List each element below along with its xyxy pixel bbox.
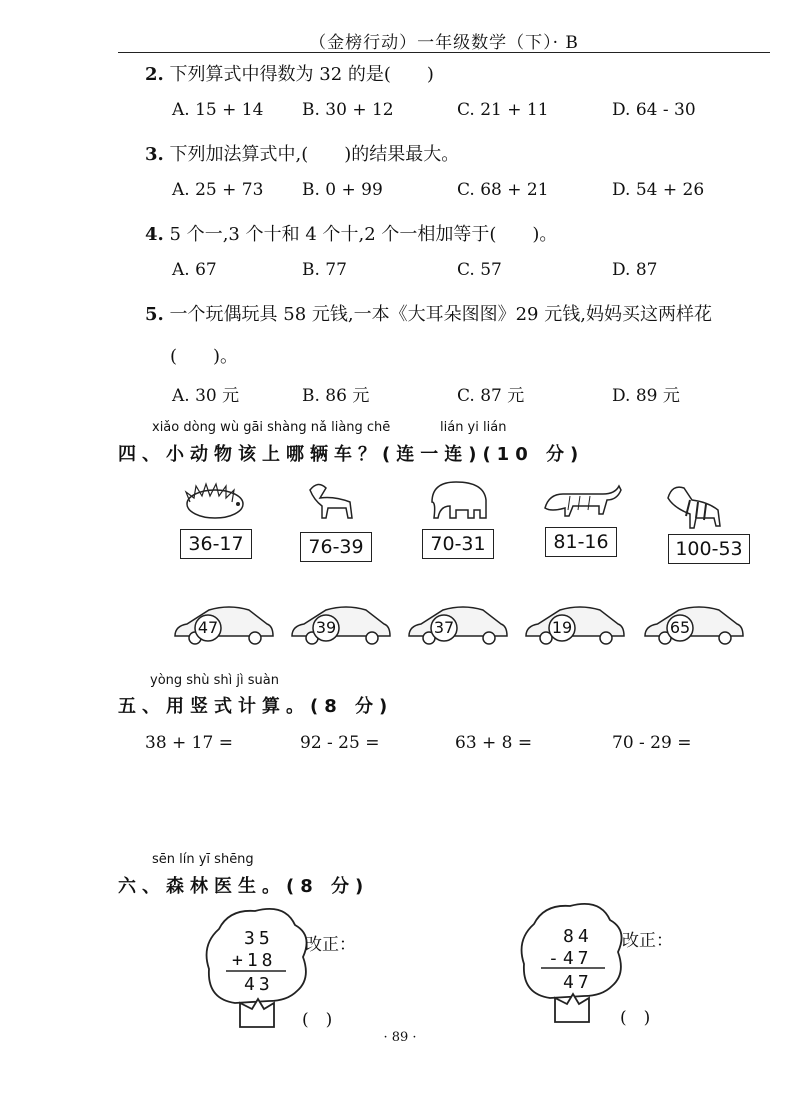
question-number: 5.	[145, 304, 164, 325]
question-number: 3.	[145, 144, 164, 165]
elephant-icon	[432, 482, 486, 518]
car-1-number[interactable]: 47	[197, 618, 219, 637]
option-a[interactable]: A. 30 元	[172, 386, 240, 406]
question-text: 下列加法算式中,( )的结果最大。	[169, 144, 460, 165]
calc-item-1: 38 + 17 =	[145, 733, 233, 753]
option-a[interactable]: A. 67	[172, 260, 217, 280]
zebra-icon	[668, 487, 720, 528]
question-5-answer-blank: ( )。	[170, 346, 239, 367]
car-1-icon	[175, 607, 273, 644]
option-c[interactable]: C. 21 + 11	[457, 100, 549, 120]
car-3-number[interactable]: 37	[433, 618, 455, 637]
tree-2-fix-label: 改正：	[622, 931, 673, 951]
option-a[interactable]: A. 25 + 73	[172, 180, 264, 200]
car-2-number[interactable]: 39	[315, 618, 337, 637]
section-4-title: 四、小动物该上哪辆车？(连一连)(10 分)	[118, 444, 585, 465]
car-4-number[interactable]: 19	[551, 618, 573, 637]
question-number: 2.	[145, 64, 164, 85]
section-5-title: 五、用竖式计算。(8 分)	[118, 696, 394, 717]
calc-item-4: 70 - 29 =	[612, 733, 692, 753]
option-c[interactable]: C. 68 + 21	[457, 180, 549, 200]
car-5-icon	[645, 607, 743, 644]
tree-1-line-1: 35	[244, 928, 274, 949]
option-c[interactable]: C. 87 元	[457, 386, 525, 406]
horse-icon	[310, 484, 352, 518]
elephant-expression[interactable]: 70-31	[422, 529, 494, 559]
question-number: 4.	[145, 224, 164, 245]
option-b[interactable]: B. 0 + 99	[302, 180, 383, 200]
tree-2-answer-blank[interactable]: ( )	[620, 1008, 651, 1028]
question-text: 一个玩偶玩具 58 元钱,一本《大耳朵图图》29 元钱,妈妈买这两样花	[169, 304, 712, 325]
option-d[interactable]: D. 87	[612, 260, 658, 280]
option-d[interactable]: D. 54 + 26	[612, 180, 705, 200]
section-6-pinyin: sēn lín yī shēng	[152, 852, 254, 867]
car-5-number[interactable]: 65	[669, 618, 691, 637]
page-number: · 89 ·	[383, 1030, 417, 1045]
section-6-title: 六、森林医生。(8 分)	[118, 876, 370, 897]
section-5-pinyin: yòng shù shì jì suàn	[150, 673, 279, 688]
option-a[interactable]: A. 15 + 14	[172, 100, 264, 120]
question-text: 5 个一,3 个十和 4 个十,2 个一相加等于( )。	[169, 224, 558, 245]
option-d[interactable]: D. 89 元	[612, 386, 680, 406]
question-4	[145, 220, 557, 246]
car-4-icon	[526, 607, 624, 644]
tree-1-fix-label: 改正：	[305, 935, 356, 955]
tree-2-line-3: 47	[563, 972, 593, 993]
calc-item-3: 63 + 8 =	[455, 733, 533, 753]
option-d[interactable]: D. 64 - 30	[612, 100, 696, 120]
car-2-icon	[292, 607, 390, 644]
tiger-icon	[545, 486, 621, 516]
option-b[interactable]: B. 86 元	[302, 386, 370, 406]
horse-expression[interactable]: 76-39	[300, 532, 372, 562]
tree-2-line-2: -47	[548, 948, 593, 969]
page-header: （金榜行动）一年级数学（下）· B	[309, 33, 579, 53]
tree-2-line-1: 84	[563, 926, 593, 947]
tree-1-answer-blank[interactable]: ( )	[302, 1010, 333, 1030]
hedgehog-icon	[186, 484, 243, 518]
header-divider	[118, 52, 770, 53]
car-3-icon	[409, 607, 507, 644]
option-b[interactable]: B. 77	[302, 260, 347, 280]
section-4-pinyin-2: lián yi lián	[440, 420, 507, 435]
question-2	[145, 60, 434, 86]
hedgehog-expression[interactable]: 36-17	[180, 529, 252, 559]
tree-1-line-2: +18	[232, 950, 277, 971]
question-text: 下列算式中得数为 32 的是( )	[169, 64, 434, 85]
option-c[interactable]: C. 57	[457, 260, 502, 280]
question-3	[145, 140, 459, 166]
zebra-expression[interactable]: 100-53	[668, 534, 750, 564]
tiger-expression[interactable]: 81-16	[545, 527, 617, 557]
option-b[interactable]: B. 30 + 12	[302, 100, 394, 120]
question-5	[145, 300, 712, 326]
tree-1-line-3: 43	[244, 974, 274, 995]
calc-item-2: 92 - 25 =	[300, 733, 380, 753]
section-4-pinyin: xiǎo dòng wù gāi shàng nǎ liàng chē	[152, 420, 391, 435]
